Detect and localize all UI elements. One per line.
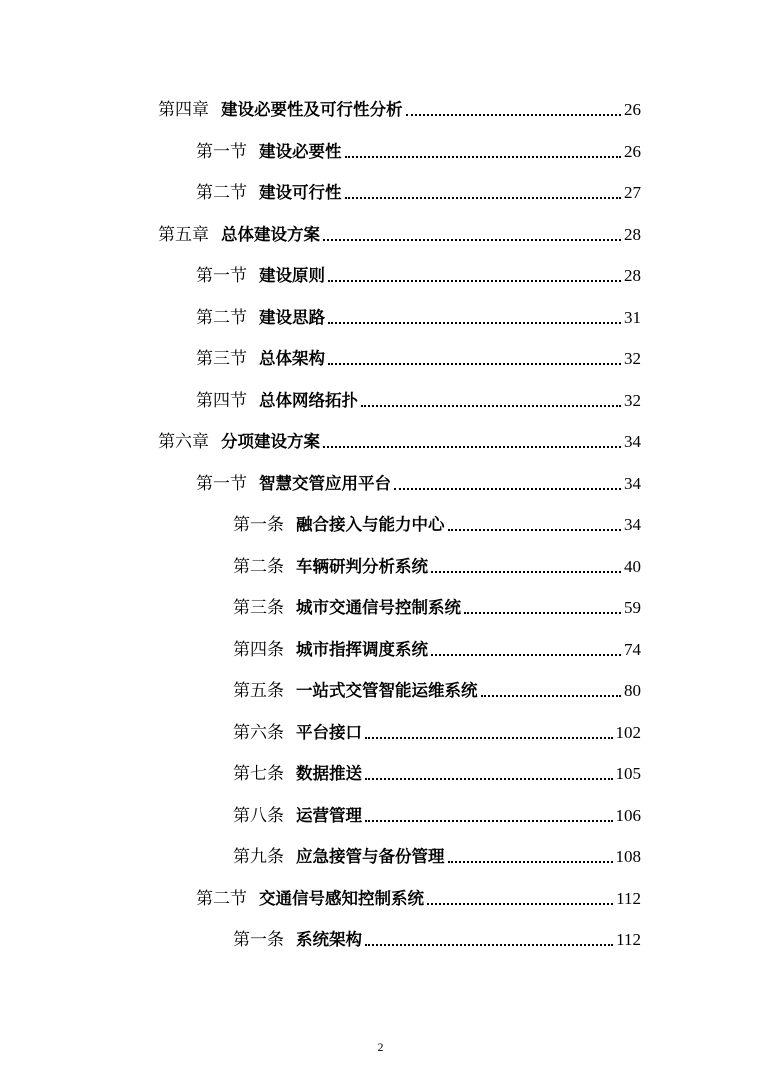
toc-entry-label: 第五章: [158, 225, 209, 245]
toc-entry-page: 102: [615, 723, 641, 742]
toc-entry[interactable]: [233, 719, 641, 743]
toc-entry-page: 112: [616, 930, 641, 949]
toc-entry-page: 28: [624, 266, 641, 285]
toc-entry-page: 106: [615, 806, 641, 825]
dot-leader: [365, 820, 613, 822]
toc-entry-label: 第三节: [196, 349, 247, 369]
toc-entry-title: 城市交通信号控制系统: [296, 598, 461, 617]
toc-entry[interactable]: [158, 96, 641, 120]
dot-leader: [345, 197, 622, 199]
toc-entry-title: 交通信号感知控制系统: [259, 889, 424, 908]
toc-entry[interactable]: [196, 345, 641, 369]
toc-entry-page: 59: [624, 598, 641, 617]
toc-entry-title: 总体建设方案: [221, 225, 320, 244]
toc-entry-page: 108: [615, 847, 641, 866]
dot-leader: [328, 363, 621, 365]
toc-entry-label: 第二节: [196, 308, 247, 328]
toc-entry[interactable]: [233, 926, 641, 950]
toc-entry-title: 平台接口: [296, 723, 362, 742]
toc-entry-page: 26: [624, 142, 641, 161]
dot-leader: [361, 405, 621, 407]
toc-entry-label: 第九条: [233, 847, 284, 867]
dot-leader: [365, 737, 613, 739]
toc-entry[interactable]: [233, 636, 641, 660]
toc-entry[interactable]: [233, 677, 641, 701]
dot-leader: [345, 156, 622, 158]
toc-entry-page: 28: [624, 225, 641, 244]
toc-entry-page: 27: [624, 183, 641, 202]
dot-leader: [328, 280, 621, 282]
dot-leader: [328, 322, 621, 324]
toc-entry-page: 34: [624, 515, 641, 534]
toc-entry[interactable]: [233, 802, 641, 826]
toc-entry-page: 31: [624, 308, 641, 327]
toc-entry-page: 40: [624, 557, 641, 576]
toc-entry[interactable]: [158, 221, 641, 245]
dot-leader: [323, 239, 621, 241]
toc-entry-title: 系统架构: [296, 930, 362, 949]
toc-entry-label: 第一条: [233, 930, 284, 950]
toc-entry[interactable]: [196, 387, 641, 411]
toc-entry-label: 第二节: [196, 889, 247, 909]
toc-entry-title: 建设可行性: [259, 183, 342, 202]
toc-entry-title: 建设必要性: [259, 142, 342, 161]
toc-entry-page: 34: [624, 474, 641, 493]
toc-entry[interactable]: [196, 885, 641, 909]
toc-entry-page: 26: [624, 100, 641, 119]
toc-entry-page: 105: [615, 764, 641, 783]
toc-entry-title: 智慧交管应用平台: [259, 474, 391, 493]
toc-entry[interactable]: [233, 511, 641, 535]
toc-entry-label: 第七条: [233, 764, 284, 784]
toc-entry-label: 第五条: [233, 681, 284, 701]
toc-entry[interactable]: [233, 760, 641, 784]
dot-leader: [431, 571, 621, 573]
toc-entry-title: 城市指挥调度系统: [296, 640, 428, 659]
toc-entry-title: 数据推送: [296, 764, 362, 783]
toc-entry-title: 一站式交管智能运维系统: [296, 681, 478, 700]
toc-entry-page: 32: [624, 349, 641, 368]
dot-leader: [394, 488, 621, 490]
toc-entry-title: 建设必要性及可行性分析: [221, 100, 403, 119]
toc-entry-page: 74: [624, 640, 641, 659]
toc-entry-label: 第二节: [196, 183, 247, 203]
toc-entry-label: 第四章: [158, 100, 209, 120]
toc-entry[interactable]: [196, 179, 641, 203]
toc-entry-label: 第四条: [233, 640, 284, 660]
toc-entry-title: 建设原则: [259, 266, 325, 285]
toc-entry-label: 第一节: [196, 142, 247, 162]
toc-entry-title: 运营管理: [296, 806, 362, 825]
toc-entry-label: 第二条: [233, 557, 284, 577]
dot-leader: [427, 903, 613, 905]
toc-entry-label: 第一条: [233, 515, 284, 535]
dot-leader: [365, 778, 613, 780]
toc-entry[interactable]: [158, 428, 641, 452]
toc-entry-page: 34: [624, 432, 641, 451]
toc-entry[interactable]: [233, 553, 641, 577]
toc-entry-title: 融合接入与能力中心: [296, 515, 445, 534]
toc-entry-title: 建设思路: [259, 308, 325, 327]
toc-entry[interactable]: [196, 262, 641, 286]
toc-entry-title: 总体架构: [259, 349, 325, 368]
toc-entry[interactable]: [233, 594, 641, 618]
toc-entry[interactable]: [196, 304, 641, 328]
toc-entry-label: 第八条: [233, 806, 284, 826]
dot-leader: [464, 612, 621, 614]
toc-entry-label: 第六条: [233, 723, 284, 743]
toc-entry-label: 第三条: [233, 598, 284, 618]
dot-leader: [431, 654, 621, 656]
toc-entry-title: 分项建设方案: [221, 432, 320, 451]
page-number: 2: [377, 1040, 384, 1054]
toc-entry-page: 80: [624, 681, 641, 700]
dot-leader: [448, 529, 622, 531]
dot-leader: [406, 114, 622, 116]
toc-entry-page: 32: [624, 391, 641, 410]
dot-leader: [323, 446, 621, 448]
toc-entry-label: 第一节: [196, 266, 247, 286]
toc-entry[interactable]: [233, 843, 641, 867]
toc-entry-label: 第六章: [158, 432, 209, 452]
toc-entry-label: 第一节: [196, 474, 247, 494]
toc-entry-page: 112: [616, 889, 641, 908]
toc-entry-title: 车辆研判分析系统: [296, 557, 428, 576]
toc-entry-title: 总体网络拓扑: [259, 391, 358, 410]
toc-entry-title: 应急接管与备份管理: [296, 847, 445, 866]
toc-entry[interactable]: [196, 138, 641, 162]
dot-leader: [448, 861, 613, 863]
toc-entry-label: 第四节: [196, 391, 247, 411]
dot-leader: [365, 944, 613, 946]
dot-leader: [481, 695, 622, 697]
toc-entry[interactable]: [196, 470, 641, 494]
